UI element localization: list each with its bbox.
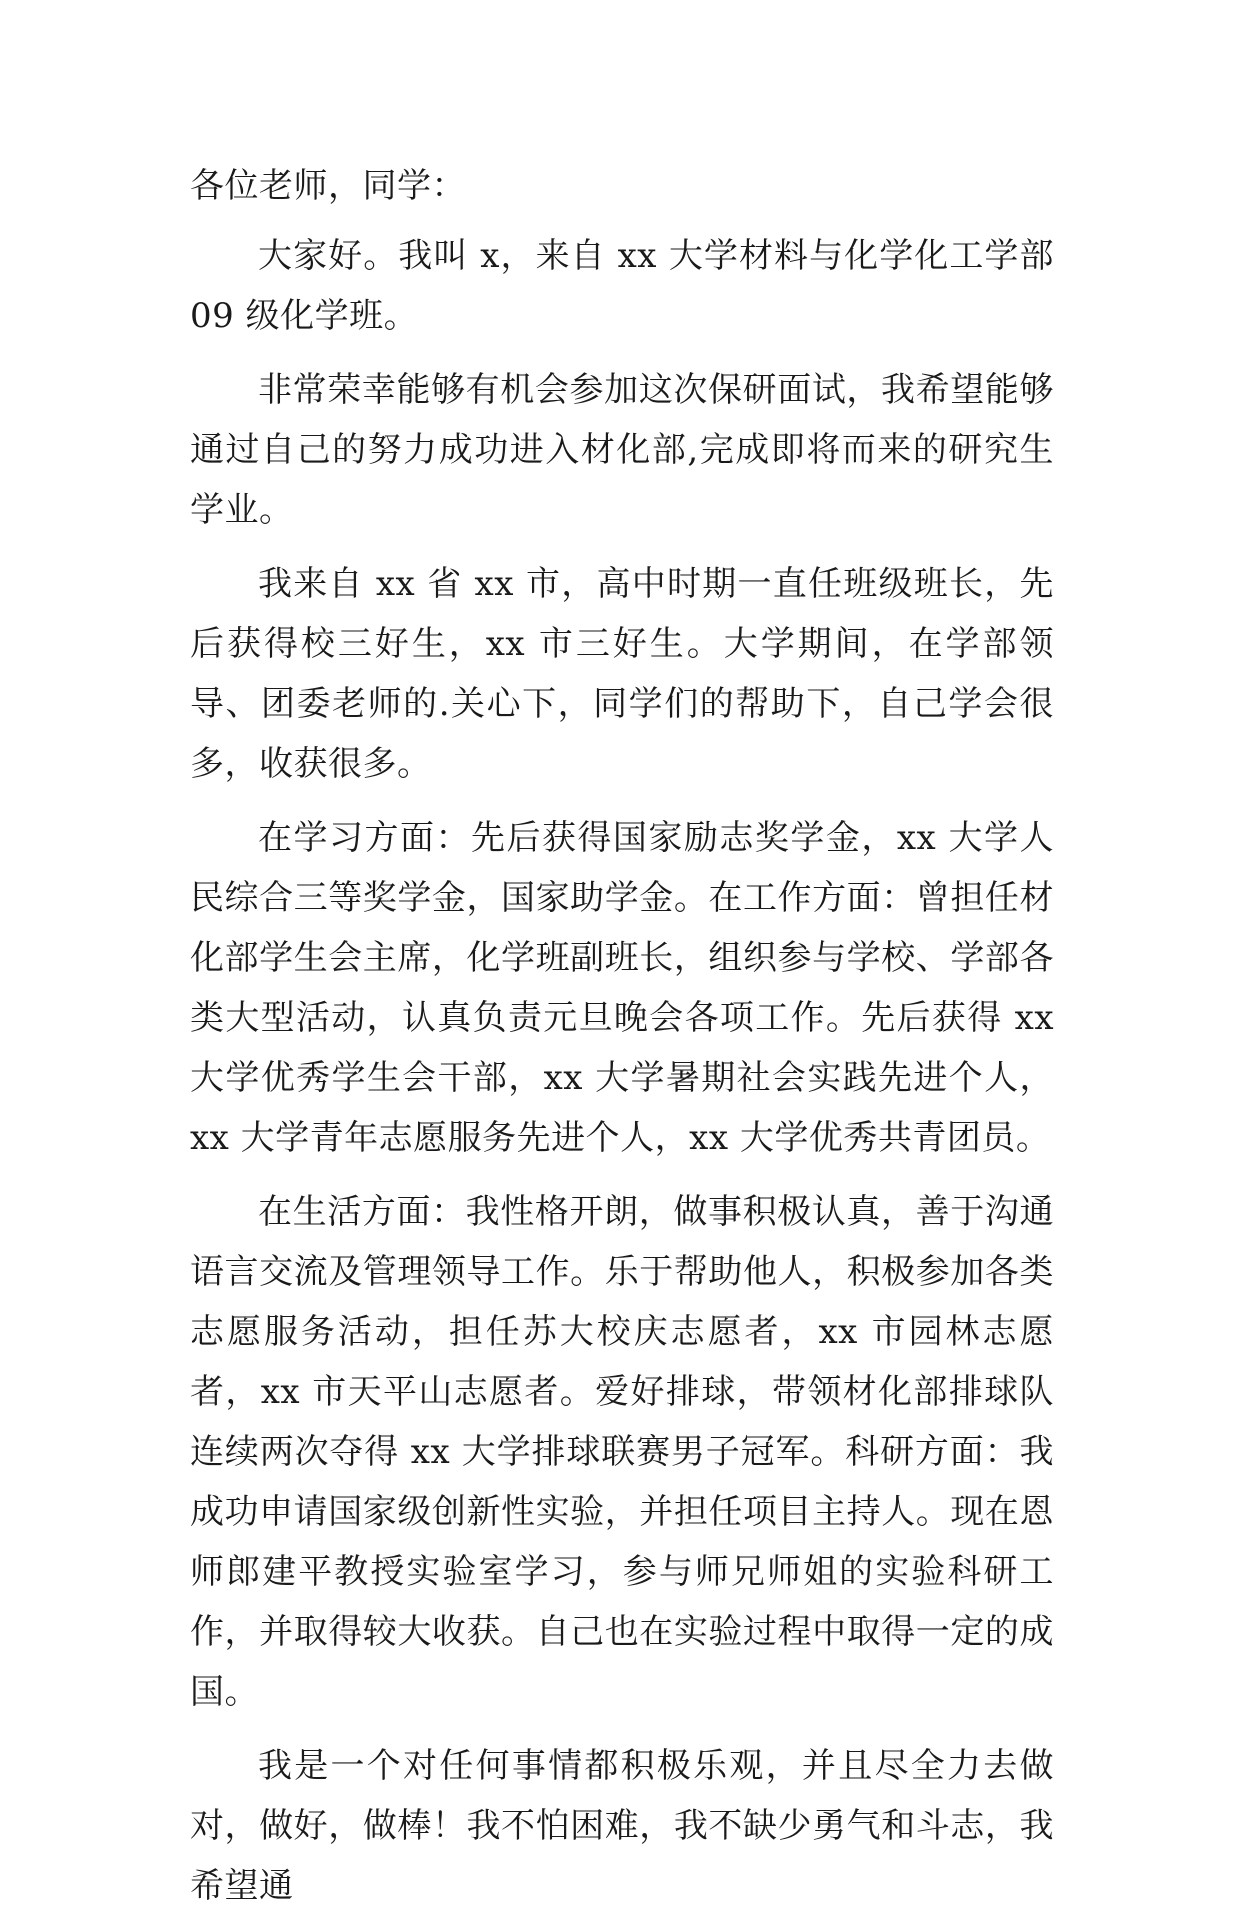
paragraph-background: 我来自 xx 省 xx 市，高中时期一直任班级班长，先后获得校三好生，xx 市三好生。大学期间，在学部领导、团委老师的.关心下，同学们的帮助下，自己学会很多，收获很多。 <box>190 564 1054 784</box>
document-body <box>190 156 1054 1930</box>
paragraph-introduction: 大家好。我叫 x，来自 xx 大学材料与化学化工学部 09 级化学班。 <box>190 236 1054 336</box>
paragraph-attitude: 我是一个对任何事情都积极乐观，并且尽全力去做对，做好，做棒！我不怕困难，我不缺少勇气和斗志，我希望通 <box>190 1746 1054 1906</box>
paragraph-life-research: 在生活方面：我性格开朗，做事积极认真，善于沟通语言交流及管理领导工作。乐于帮助他人，积极参加各类志愿服务活动，担任苏大校庆志愿者，xx 市园林志愿者，xx 市天平山志愿者。爱好排球，带领材化部排球队连续两次夺得 xx 大学排球联赛男子冠军。科研方面：我成功申请国家级创新性实验，并担任项目主持人。现在恩师郎建平教授实验室学习，参与师兄师姐的实验科研工作，并取得较大收获。自己也在实验过程中取得一定的成国。 <box>190 1192 1054 1712</box>
paragraph-purpose: 非常荣幸能够有机会参加这次保研面试，我希望能够通过自己的努力成功进入材化部,完成即将而来的研究生学业。 <box>190 370 1054 530</box>
paragraph-study-work: 在学习方面：先后获得国家励志奖学金，xx 大学人民综合三等奖学金，国家助学金。在工作方面：曾担任材化部学生会主席，化学班副班长，组织参与学校、学部各类大型活动，认真负责元旦晚会各项工作。先后获得 xx 大学优秀学生会干部，xx 大学暑期社会实践先进个人，xx 大学青年志愿服务先进个人，xx 大学优秀共青团员。 <box>190 818 1054 1158</box>
salutation: 各位老师，同学： <box>190 166 466 206</box>
